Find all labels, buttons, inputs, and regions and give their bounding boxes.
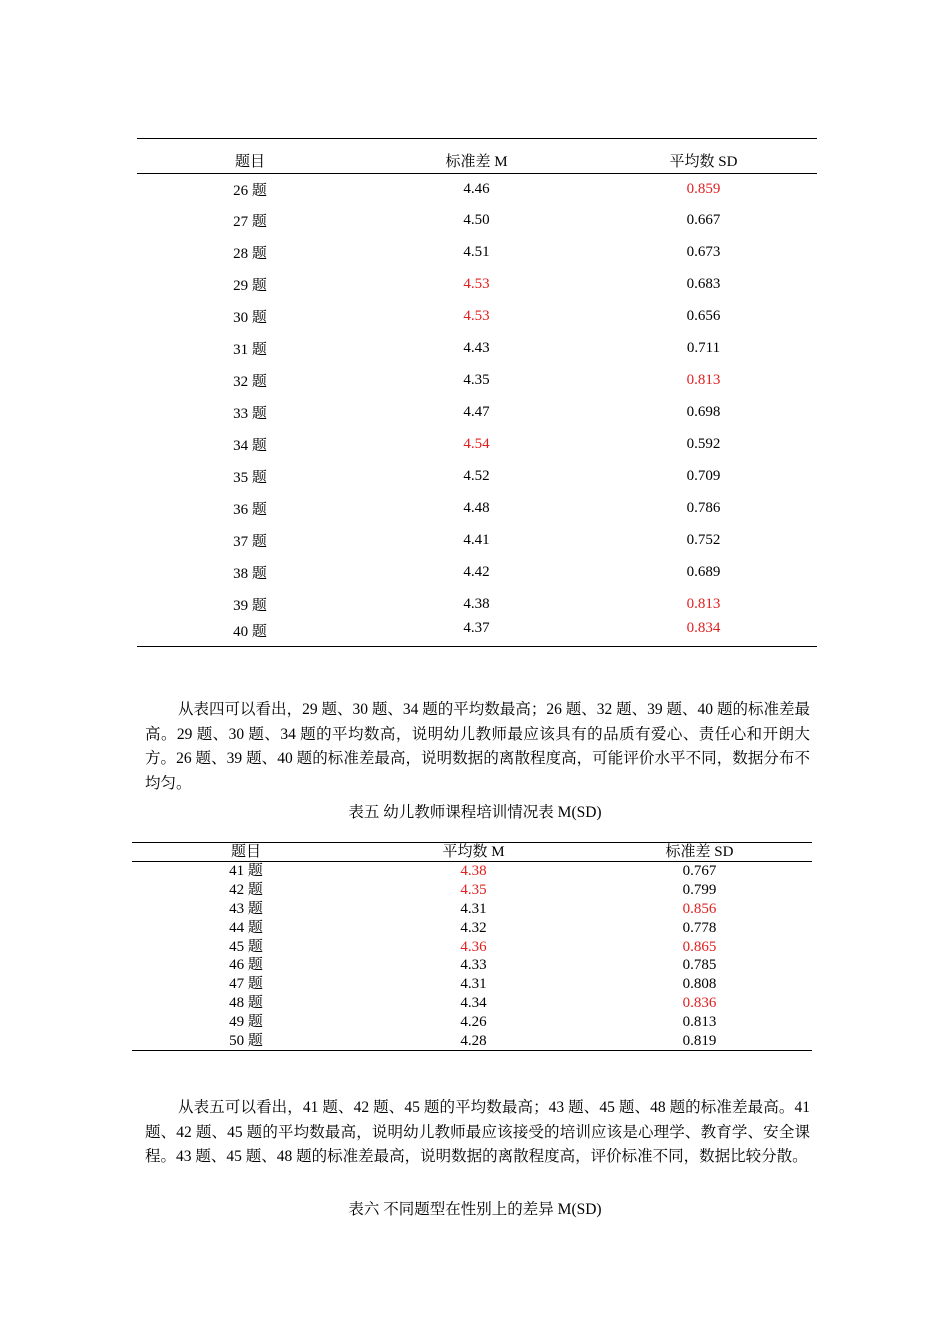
sd-cell: 0.786 — [686, 499, 721, 516]
question-cell: 40 题 — [137, 620, 363, 647]
mean-cell: 4.46 — [463, 180, 490, 197]
question-cell: 44 题 — [229, 919, 263, 936]
question-cell: 28 题 — [233, 245, 267, 262]
sd-cell: 0.834 — [590, 620, 817, 647]
mean-cell: 4.47 — [463, 403, 490, 420]
table-six-caption: 表六 不同题型在性别上的差异 M(SD) — [348, 1201, 602, 1218]
sd-cell: 0.836 — [682, 994, 717, 1011]
sd-cell: 0.592 — [686, 435, 721, 452]
question-cell: 46 题 — [229, 957, 263, 974]
question-cell: 34 题 — [233, 437, 267, 454]
header-mean: 平均数 M — [360, 843, 587, 862]
table-five-caption: 表五 幼儿教师课程培训情况表 M(SD) — [348, 804, 602, 821]
sd-cell: 0.819 — [587, 1031, 812, 1050]
question-cell: 48 题 — [229, 994, 263, 1011]
sd-cell: 0.673 — [686, 243, 721, 260]
question-cell: 39 题 — [233, 597, 267, 614]
table-row — [137, 236, 817, 268]
table-row — [132, 994, 812, 1013]
mean-cell: 4.38 — [463, 595, 490, 612]
table-row — [132, 881, 812, 900]
table-row — [132, 937, 812, 956]
table-row — [132, 975, 812, 994]
mean-cell: 4.42 — [463, 563, 490, 580]
table-header-row — [132, 843, 812, 862]
mean-cell: 4.41 — [463, 531, 490, 548]
question-cell: 33 题 — [233, 405, 267, 422]
mean-cell: 4.54 — [463, 435, 490, 452]
table-row — [132, 1012, 812, 1031]
question-cell: 29 题 — [233, 277, 267, 294]
sd-cell: 0.813 — [682, 1013, 717, 1030]
question-cell: 32 题 — [233, 373, 267, 390]
mean-cell: 4.36 — [460, 938, 487, 955]
header-question: 题目 — [137, 139, 363, 174]
sd-cell: 0.656 — [686, 307, 721, 324]
question-cell: 41 题 — [229, 863, 263, 880]
question-cell: 38 题 — [233, 565, 267, 582]
mean-cell: 4.32 — [460, 919, 487, 936]
question-cell: 42 题 — [229, 882, 263, 899]
question-cell: 31 题 — [233, 341, 267, 358]
table-row — [137, 332, 817, 364]
header-question: 题目 — [132, 843, 360, 862]
mean-cell: 4.53 — [463, 307, 490, 324]
question-cell: 50 题 — [132, 1031, 360, 1050]
question-cell: 45 题 — [229, 938, 263, 955]
mean-cell: 4.35 — [463, 371, 490, 388]
question-cell: 35 题 — [233, 469, 267, 486]
mean-cell: 4.35 — [460, 882, 487, 899]
table-row — [132, 918, 812, 937]
question-cell: 30 题 — [233, 309, 267, 326]
mean-cell: 4.52 — [463, 467, 490, 484]
mean-cell: 4.34 — [460, 994, 487, 1011]
sd-cell: 0.865 — [682, 938, 717, 955]
mean-cell: 4.28 — [360, 1031, 587, 1050]
mean-cell: 4.38 — [460, 863, 487, 880]
sd-cell: 0.683 — [686, 275, 721, 292]
table-row — [132, 956, 812, 975]
table-row — [137, 524, 817, 556]
sd-cell: 0.667 — [686, 211, 721, 228]
mean-cell: 4.53 — [463, 275, 490, 292]
question-cell: 37 题 — [233, 533, 267, 550]
table-row — [137, 396, 817, 428]
table-row — [132, 900, 812, 919]
analysis-paragraph-table5: 从表五可以看出，41 题、42 题、45 题的平均数最高；43 题、45 题、48 题的标准差最高。41 题、42 题、45 题的平均数最高，说明幼儿教师最应该接受的培训应该是心理学、教育学、安全课程。43 题、45 题、48 题的标准差最高，说明数据的离散程度高，评价标准不同，数据比较分散。 — [145, 1099, 810, 1165]
header-mean: 标准差 M — [363, 139, 590, 174]
header-sd: 平均数 SD — [590, 139, 817, 174]
table-row — [137, 428, 817, 460]
table-four — [137, 138, 817, 647]
sd-cell: 0.785 — [682, 957, 717, 974]
table-row — [137, 300, 817, 332]
table-row — [137, 556, 817, 588]
table-row — [137, 364, 817, 396]
sd-cell: 0.689 — [686, 563, 721, 580]
analysis-paragraph-table4: 从表四可以看出，29 题、30 题、34 题的平均数最高；26 题、32 题、39 题、40 题的标准差最高。29 题、30 题、34 题的平均数高，说明幼儿教师最应该具有的品质有爱心、责任心和开朗大方。26 题、39 题、40 题的标准差最高，说明数据的离散程度高，可能评价水平不同，数据分布不均匀。 — [145, 701, 810, 792]
mean-cell: 4.37 — [363, 620, 590, 647]
sd-cell: 0.856 — [682, 900, 717, 917]
question-cell: 36 题 — [233, 501, 267, 518]
sd-cell: 0.799 — [682, 882, 717, 899]
sd-cell: 0.709 — [686, 467, 721, 484]
table-row — [132, 1031, 812, 1050]
table-row — [137, 204, 817, 236]
question-cell: 49 题 — [229, 1013, 263, 1030]
question-cell: 27 题 — [233, 213, 267, 230]
mean-cell: 4.50 — [463, 211, 490, 228]
sd-cell: 0.813 — [686, 371, 721, 388]
mean-cell: 4.26 — [460, 1013, 487, 1030]
sd-cell: 0.813 — [686, 595, 721, 612]
table-header-row — [137, 139, 817, 174]
question-cell: 43 题 — [229, 900, 263, 917]
mean-cell: 4.48 — [463, 499, 490, 516]
table-row — [137, 620, 817, 647]
table-row — [137, 268, 817, 300]
sd-cell: 0.778 — [682, 919, 717, 936]
table-row — [137, 492, 817, 524]
table-row — [137, 460, 817, 492]
question-cell: 47 题 — [229, 976, 263, 993]
question-cell: 26 题 — [233, 182, 267, 199]
table-row — [137, 174, 817, 205]
sd-cell: 0.767 — [682, 863, 717, 880]
sd-cell: 0.711 — [686, 339, 721, 356]
header-sd: 标准差 SD — [587, 843, 812, 862]
mean-cell: 4.33 — [460, 957, 487, 974]
table-five — [132, 842, 812, 1051]
sd-cell: 0.859 — [686, 180, 721, 197]
sd-cell: 0.752 — [686, 531, 721, 548]
mean-cell: 4.51 — [463, 243, 490, 260]
mean-cell: 4.31 — [460, 900, 487, 917]
sd-cell: 0.808 — [682, 976, 717, 993]
mean-cell: 4.43 — [463, 339, 490, 356]
table-row — [132, 862, 812, 881]
table-row — [137, 588, 817, 620]
mean-cell: 4.31 — [460, 976, 487, 993]
sd-cell: 0.698 — [686, 403, 721, 420]
